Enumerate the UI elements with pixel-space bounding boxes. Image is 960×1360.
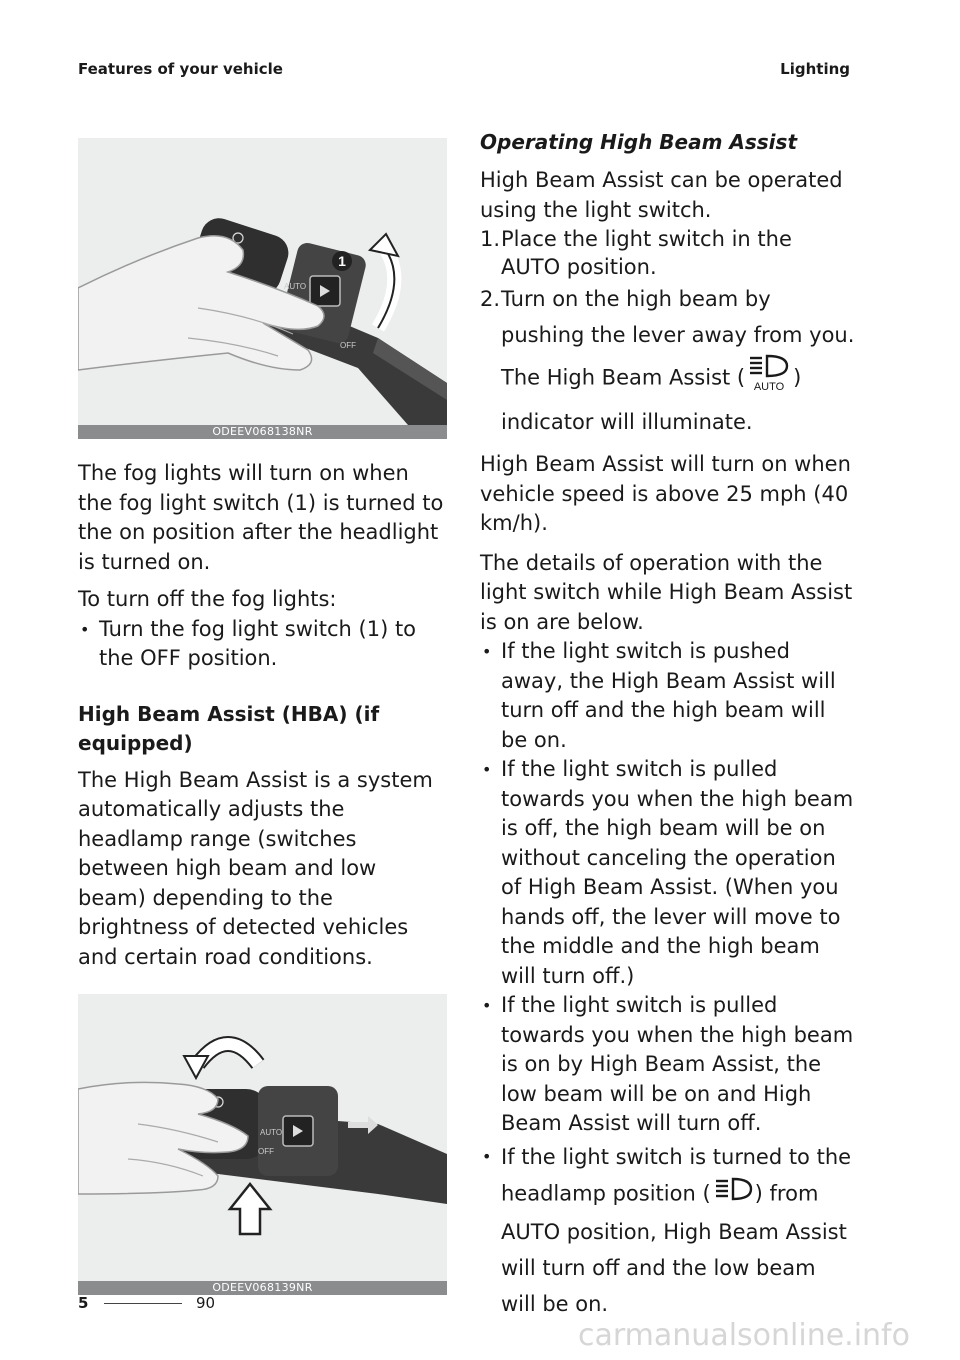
list-item: • If the light switch is turned to the headlamp position ( ) from AUTO position, High Beam Assist will turn off and the low beam will be on. (482, 1144, 852, 1316)
list-item: 1. Place the light switch in the AUTO position. (480, 227, 792, 279)
operation-details-intro: The details of operation with the light switch while High Beam Assist is on are below. (480, 550, 853, 634)
svg-text:AUTO: AUTO (753, 381, 785, 393)
figure-caption: ODEEV068139NR (78, 1281, 447, 1295)
svg-text:AUTO: AUTO (284, 282, 307, 291)
svg-text:OFF: OFF (340, 341, 356, 350)
hba-speed-paragraph: High Beam Assist will turn on when vehicle speed is above 25 mph (40 km/h). (480, 452, 851, 535)
fog-lights-off-list (78, 615, 448, 674)
fog-light-switch-figure (78, 138, 447, 439)
callout-number: 1 (338, 253, 346, 269)
headlamp-icon (713, 1175, 753, 1214)
svg-text:OFF: OFF (258, 1147, 274, 1156)
left-column (78, 138, 448, 1295)
page-number: 90 (196, 1294, 216, 1312)
hba-description-paragraph: The High Beam Assist is a system automatically adjusts the headlamp range (switches between high beam and low beam) depending to the brightness of detected vehicles and certain road conditions. (78, 767, 433, 969)
section-heading: High Beam Assist (HBA) (if equipped) (78, 701, 380, 755)
high-beam-assist-icon (747, 353, 791, 404)
header-section-title: Features of your vehicle (78, 60, 283, 78)
svg-text:AUTO: AUTO (260, 1128, 283, 1137)
list-item: 2. Turn on the high beam by pushing the lever away from you. The High Beam Assist ( AUTO ) indicator will illuminate. (480, 287, 855, 434)
right-column (480, 128, 855, 1322)
high-beam-switch-figure (78, 994, 447, 1295)
subsection-heading: Operating High Beam Assist (480, 130, 798, 154)
list-item: • Turn the fog light switch (1) to the OFF position. (80, 616, 417, 670)
operating-steps-list (480, 225, 855, 440)
header-chapter-title: Lighting (780, 60, 850, 78)
footer-divider (104, 1303, 182, 1304)
fog-lights-off-intro: To turn off the fog lights: (78, 587, 337, 611)
watermark: carmanualsonline.info (578, 1318, 910, 1353)
operating-intro-paragraph: High Beam Assist can be operated using the light switch. (480, 168, 843, 222)
fog-lights-paragraph: The fog lights will turn on when the fog light switch (1) is turned to the on position after the headlight is turned on. (78, 461, 444, 574)
figure-caption: ODEEV068138NR (78, 425, 447, 439)
high-beam-switch-illustration (78, 994, 447, 1281)
list-item: • If the light switch is pulled towards you when the high beam is off, the high beam will be on without canceling the operation of High Beam Assist. (When you hands off, the lever will move to the middle and the high beam will turn off.) (482, 757, 854, 988)
fog-light-switch-illustration (78, 138, 447, 425)
chapter-number: 5 (78, 1294, 89, 1312)
list-item: • If the light switch is pushed away, the High Beam Assist will turn off and the high beam will be on. (482, 639, 836, 752)
operation-details-list (480, 637, 855, 1322)
list-item: • If the light switch is pulled towards you when the high beam is on by High Beam Assist, the low beam will be on and High Beam Assist will turn off. (482, 993, 854, 1135)
